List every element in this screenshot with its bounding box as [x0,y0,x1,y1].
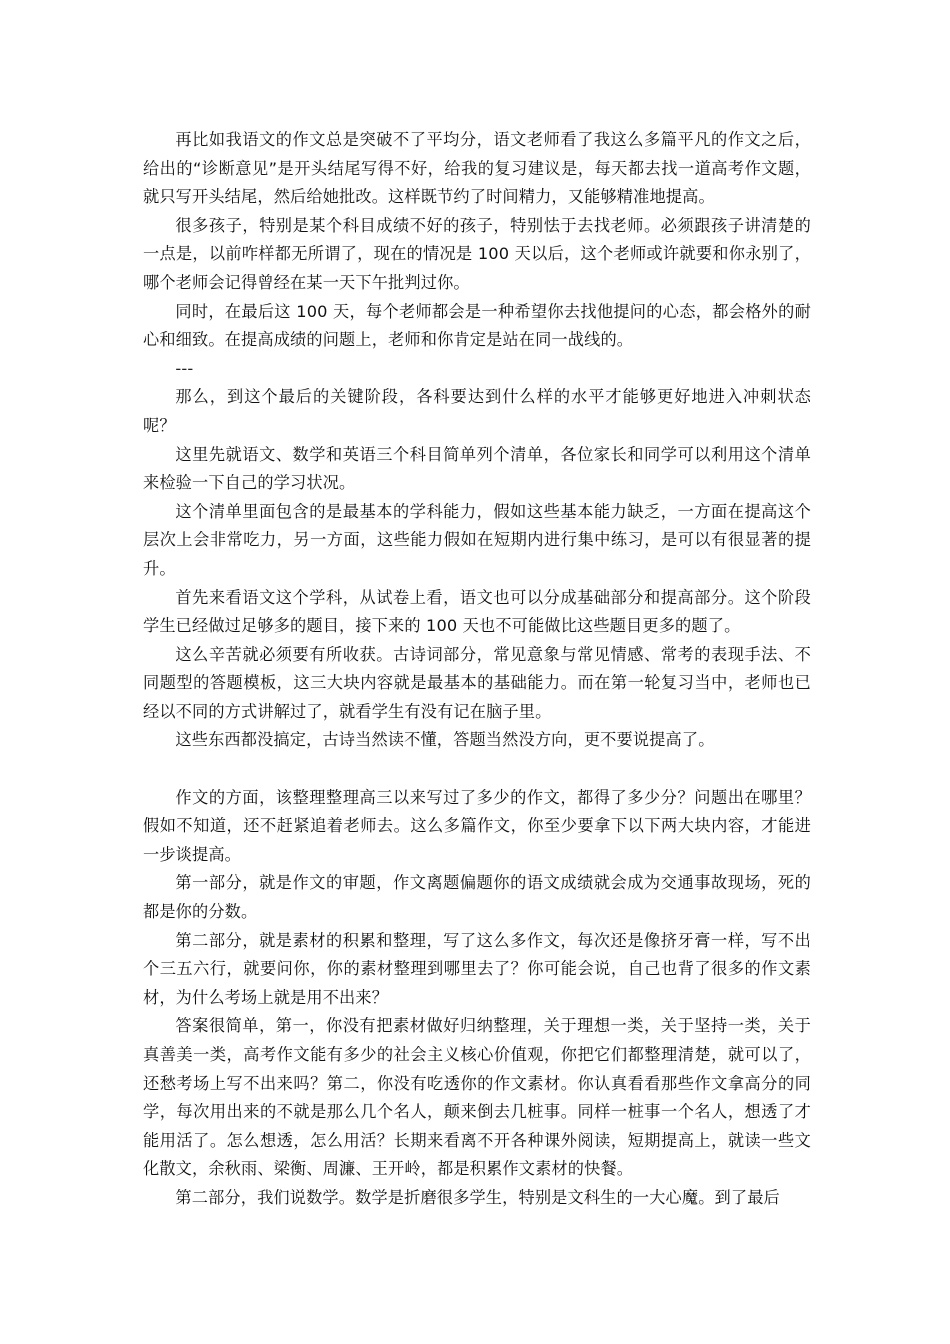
paragraph: 答案很简单，第一，你没有把素材做好归纳整理，关于理想一类，关于坚持一类，关于真善美一类，高考作文能有多少的社会主义核心价值观，你把它们都整理清楚，就可以了，还愁考场上写不出来吗？第二，你没有吃透你的作文素材。你认真看看那些作文拿高分的同学，每次用出来的不就是那么几个名人，颠来倒去几桩事。同样一桩事一个名人，想透了才能用活了。怎么想透，怎么用活？长期来看离不开各种课外阅读，短期提高上，就读一些文化散文，余秋雨、梁衡、周濂、王开岭，都是积累作文素材的快餐。 [143,1016,811,1179]
paragraph: 这里先就语文、数学和英语三个科目简单列个清单，各位家长和同学可以利用这个清单来检验一下自己的学习状况。 [143,444,811,493]
paragraph: 这个清单里面包含的是最基本的学科能力，假如这些基本能力缺乏，一方面在提高这个层次上会非常吃力，另一方面，这些能力假如在短期内进行集中练习，是可以有很显著的提升。 [143,501,811,578]
paragraph: 第二部分，我们说数学。数学是折磨很多学生，特别是文科生的一大心魔。到了最后 [175,1187,780,1207]
blank-line [143,755,811,784]
paragraph: 首先来看语文这个学科，从试卷上看，语文也可以分成基础部分和提高部分。这个阶段学生已经做过足够多的题目，接下来的 100 天也不可能做比这些题目更多的题了。 [143,587,811,636]
paragraph: 作文的方面，该整理整理高三以来写过了多少的作文，都得了多少分？问题出在哪里？假如不知道，还不赶紧追着老师去。这么多篇作文，你至少要拿下以下两大块内容，才能进一步谈提高。 [143,787,811,864]
section-separator: --- [175,358,194,378]
paragraph: 再比如我语文的作文总是突破不了平均分，语文老师看了我这么多篇平凡的作文之后，给出的“诊断意见”是开头结尾写得不好，给我的复习建议是，每天都去找一道高考作文题，就只写开头结尾，然后给她批改。这样既节约了时间精力，又能够精准地提高。 [143,130,811,207]
paragraph: 第二部分，就是素材的积累和整理，写了这么多作文，每次还是像挤牙膏一样，写不出个三五六行，就要问你，你的素材整理到哪里去了？你可能会说，自己也背了很多的作文素材，为什么考场上就是用不出来？ [143,930,811,1007]
paragraph: 那么，到这个最后的关键阶段，各科要达到什么样的水平才能够更好地进入冲刺状态呢？ [143,387,811,435]
document-body [143,126,811,1213]
paragraph: 同时，在最后这 100 天，每个老师都会是一种希望你去找他提问的心态，都会格外的耐心和细致。在提高成绩的问题上，老师和你肯定是站在同一战线的。 [143,301,811,350]
paragraph: 第一部分，就是作文的审题，作文离题偏题你的语文成绩就会成为交通事故现场，死的都是你的分数。 [143,873,811,922]
paragraph: 这些东西都没搞定，古诗当然读不懂，答题当然没方向，更不要说提高了。 [175,730,715,750]
paragraph: 很多孩子，特别是某个科目成绩不好的孩子，特别怯于去找老师。必须跟孩子讲清楚的一点是，以前咋样都无所谓了，现在的情况是 100 天以后，这个老师或许就要和你永别了，哪个老师会记得曾经在某一天下午批判过你。 [143,215,811,292]
paragraph: 这么辛苦就必须要有所收获。古诗词部分，常见意象与常见情感、常考的表现手法、不同题型的答题模板，这三大块内容就是最基本的基础能力。而在第一轮复习当中，老师也已经以不同的方式讲解过了，就看学生有没有记在脑子里。 [143,644,811,721]
